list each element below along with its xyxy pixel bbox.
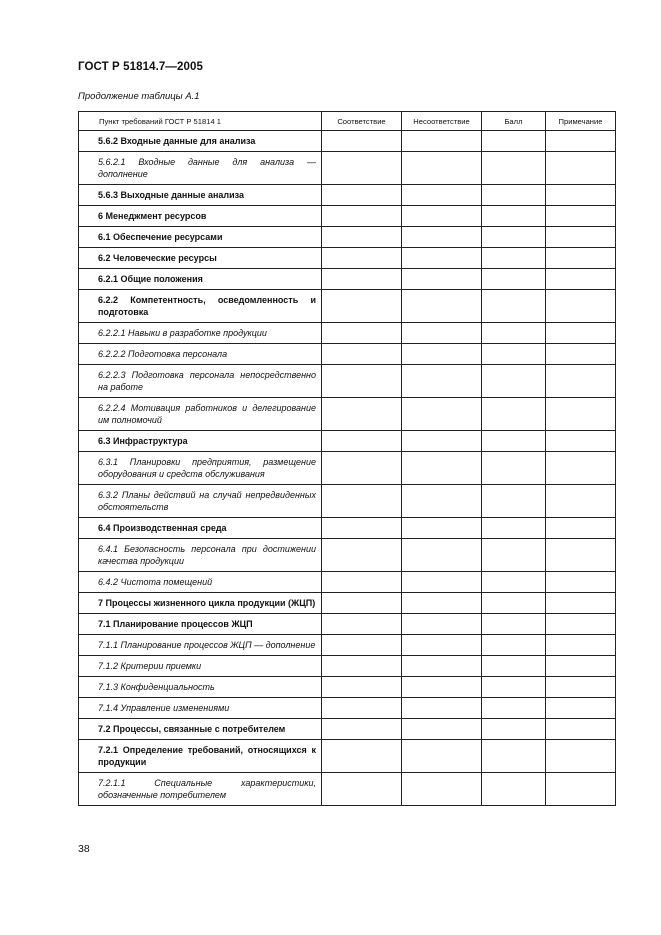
compliance-cell xyxy=(322,698,402,719)
note-cell xyxy=(546,185,616,206)
note-cell xyxy=(546,614,616,635)
note-cell xyxy=(546,269,616,290)
table-row xyxy=(79,185,616,206)
compliance-cell xyxy=(322,773,402,806)
compliance-cell xyxy=(322,656,402,677)
noncompliance-cell xyxy=(402,248,482,269)
noncompliance-cell xyxy=(402,656,482,677)
score-cell xyxy=(482,269,546,290)
note-cell xyxy=(546,131,616,152)
noncompliance-cell xyxy=(402,635,482,656)
compliance-cell xyxy=(322,740,402,773)
table-row xyxy=(79,269,616,290)
compliance-cell xyxy=(322,677,402,698)
noncompliance-cell xyxy=(402,572,482,593)
score-cell xyxy=(482,452,546,485)
score-cell xyxy=(482,635,546,656)
noncompliance-cell xyxy=(402,365,482,398)
score-cell xyxy=(482,431,546,452)
noncompliance-cell xyxy=(402,677,482,698)
requirement-cell: 6.4.1 Безопасность персонала при достижении качества продукции xyxy=(79,539,322,572)
requirement-cell: 7.1 Планирование процессов ЖЦП xyxy=(79,614,322,635)
requirement-cell: 6.2 Человеческие ресурсы xyxy=(79,248,322,269)
table-header-row xyxy=(79,112,616,131)
compliance-cell xyxy=(322,152,402,185)
score-cell xyxy=(482,344,546,365)
score-cell xyxy=(482,614,546,635)
requirement-cell: 6 Менеджмент ресурсов xyxy=(79,206,322,227)
noncompliance-cell xyxy=(402,185,482,206)
col-header-score: Балл xyxy=(482,112,546,131)
note-cell xyxy=(546,365,616,398)
note-cell xyxy=(546,539,616,572)
noncompliance-cell xyxy=(402,485,482,518)
col-header-compliance: Соответствие xyxy=(322,112,402,131)
note-cell xyxy=(546,323,616,344)
score-cell xyxy=(482,539,546,572)
compliance-cell xyxy=(322,131,402,152)
table-row xyxy=(79,485,616,518)
note-cell xyxy=(546,452,616,485)
table-row xyxy=(79,656,616,677)
col-header-noncompliance: Несоответствие xyxy=(402,112,482,131)
requirement-cell: 6.2.2.1 Навыки в разработке продукции xyxy=(79,323,322,344)
requirement-cell: 6.4.2 Чистота помещений xyxy=(79,572,322,593)
score-cell xyxy=(482,398,546,431)
note-cell xyxy=(546,152,616,185)
requirement-cell: 7.2 Процессы, связанные с потребителем xyxy=(79,719,322,740)
table-row xyxy=(79,398,616,431)
table-row xyxy=(79,614,616,635)
score-cell xyxy=(482,185,546,206)
table-row xyxy=(79,740,616,773)
score-cell xyxy=(482,248,546,269)
requirement-cell: 7 Процессы жизненного цикла продукции (ЖЦП) xyxy=(79,593,322,614)
note-cell xyxy=(546,719,616,740)
requirement-cell: 5.6.2.1 Входные данные для анализа — дополнение xyxy=(79,152,322,185)
score-cell xyxy=(482,656,546,677)
noncompliance-cell xyxy=(402,614,482,635)
requirement-cell: 7.2.1 Определение требований, относящихся к продукции xyxy=(79,740,322,773)
score-cell xyxy=(482,698,546,719)
noncompliance-cell xyxy=(402,398,482,431)
table-row xyxy=(79,572,616,593)
requirement-cell: 7.1.2 Критерии приемки xyxy=(79,656,322,677)
note-cell xyxy=(546,677,616,698)
note-cell xyxy=(546,656,616,677)
noncompliance-cell xyxy=(402,344,482,365)
compliance-cell xyxy=(322,593,402,614)
compliance-cell xyxy=(322,398,402,431)
score-cell xyxy=(482,206,546,227)
compliance-cell xyxy=(322,323,402,344)
compliance-cell xyxy=(322,365,402,398)
document-header: ГОСТ Р 51814.7—2005 xyxy=(78,61,203,73)
score-cell xyxy=(482,572,546,593)
requirement-cell: 6.2.2 Компетентность, осведомленность и подготовка xyxy=(79,290,322,323)
table-caption: Продолжение таблицы А.1 xyxy=(78,91,200,102)
table-row xyxy=(79,518,616,539)
note-cell xyxy=(546,227,616,248)
note-cell xyxy=(546,518,616,539)
noncompliance-cell xyxy=(402,740,482,773)
note-cell xyxy=(546,572,616,593)
score-cell xyxy=(482,365,546,398)
compliance-cell xyxy=(322,269,402,290)
noncompliance-cell xyxy=(402,152,482,185)
table-row xyxy=(79,635,616,656)
noncompliance-cell xyxy=(402,698,482,719)
score-cell xyxy=(482,485,546,518)
compliance-cell xyxy=(322,431,402,452)
table-row xyxy=(79,131,616,152)
noncompliance-cell xyxy=(402,206,482,227)
requirement-cell: 6.2.2.3 Подготовка персонала непосредственно на работе xyxy=(79,365,322,398)
requirement-cell: 6.2.1 Общие положения xyxy=(79,269,322,290)
requirement-cell: 6.3.2 Планы действий на случай непредвиденных обстоятельств xyxy=(79,485,322,518)
note-cell xyxy=(546,485,616,518)
compliance-cell xyxy=(322,344,402,365)
table-row xyxy=(79,452,616,485)
noncompliance-cell xyxy=(402,323,482,344)
requirement-cell: 6.3 Инфраструктура xyxy=(79,431,322,452)
compliance-cell xyxy=(322,206,402,227)
table-row xyxy=(79,719,616,740)
score-cell xyxy=(482,290,546,323)
compliance-cell xyxy=(322,635,402,656)
noncompliance-cell xyxy=(402,518,482,539)
noncompliance-cell xyxy=(402,269,482,290)
requirement-cell: 5.6.3 Выходные данные анализа xyxy=(79,185,322,206)
table-row xyxy=(79,248,616,269)
note-cell xyxy=(546,698,616,719)
requirement-cell: 7.2.1.1 Специальные характеристики, обозначенные потребителем xyxy=(79,773,322,806)
note-cell xyxy=(546,398,616,431)
compliance-cell xyxy=(322,185,402,206)
note-cell xyxy=(546,344,616,365)
compliance-cell xyxy=(322,485,402,518)
note-cell xyxy=(546,773,616,806)
note-cell xyxy=(546,635,616,656)
col-header-requirement: Пункт требований ГОСТ Р 51814 1 xyxy=(79,112,322,131)
table-row xyxy=(79,677,616,698)
noncompliance-cell xyxy=(402,227,482,248)
compliance-cell xyxy=(322,539,402,572)
compliance-cell xyxy=(322,452,402,485)
requirement-cell: 5.6.2 Входные данные для анализа xyxy=(79,131,322,152)
table-row xyxy=(79,206,616,227)
score-cell xyxy=(482,740,546,773)
noncompliance-cell xyxy=(402,431,482,452)
requirement-cell: 6.2.2.2 Подготовка персонала xyxy=(79,344,322,365)
requirement-cell: 6.4 Производственная среда xyxy=(79,518,322,539)
compliance-cell xyxy=(322,518,402,539)
compliance-cell xyxy=(322,248,402,269)
compliance-cell xyxy=(322,227,402,248)
table-row xyxy=(79,152,616,185)
compliance-cell xyxy=(322,290,402,323)
noncompliance-cell xyxy=(402,719,482,740)
compliance-cell xyxy=(322,572,402,593)
table-row xyxy=(79,773,616,806)
table-row xyxy=(79,323,616,344)
requirement-cell: 6.2.2.4 Мотивация работников и делегирование им полномочий xyxy=(79,398,322,431)
requirement-cell: 7.1.3 Конфиденциальность xyxy=(79,677,322,698)
requirement-cell: 7.1.4 Управление изменениями xyxy=(79,698,322,719)
note-cell xyxy=(546,593,616,614)
score-cell xyxy=(482,131,546,152)
noncompliance-cell xyxy=(402,539,482,572)
table-body xyxy=(79,131,616,806)
table-row xyxy=(79,290,616,323)
table-row xyxy=(79,431,616,452)
noncompliance-cell xyxy=(402,593,482,614)
noncompliance-cell xyxy=(402,773,482,806)
score-cell xyxy=(482,518,546,539)
note-cell xyxy=(546,431,616,452)
table-row xyxy=(79,698,616,719)
requirement-cell: 6.1 Обеспечение ресурсами xyxy=(79,227,322,248)
score-cell xyxy=(482,593,546,614)
score-cell xyxy=(482,719,546,740)
noncompliance-cell xyxy=(402,131,482,152)
note-cell xyxy=(546,206,616,227)
score-cell xyxy=(482,773,546,806)
compliance-cell xyxy=(322,719,402,740)
table-row xyxy=(79,539,616,572)
col-header-note: Примечание xyxy=(546,112,616,131)
requirement-cell: 6.3.1 Планировки предприятия, размещение оборудования и средств обслуживания xyxy=(79,452,322,485)
table-row xyxy=(79,365,616,398)
page-number: 38 xyxy=(78,843,90,855)
noncompliance-cell xyxy=(402,290,482,323)
note-cell xyxy=(546,740,616,773)
table-row xyxy=(79,593,616,614)
requirement-cell: 7.1.1 Планирование процессов ЖЦП — дополнение xyxy=(79,635,322,656)
note-cell xyxy=(546,248,616,269)
score-cell xyxy=(482,152,546,185)
requirements-table xyxy=(78,111,616,806)
note-cell xyxy=(546,290,616,323)
noncompliance-cell xyxy=(402,452,482,485)
score-cell xyxy=(482,227,546,248)
score-cell xyxy=(482,323,546,344)
table-row xyxy=(79,344,616,365)
score-cell xyxy=(482,677,546,698)
table-row xyxy=(79,227,616,248)
compliance-cell xyxy=(322,614,402,635)
